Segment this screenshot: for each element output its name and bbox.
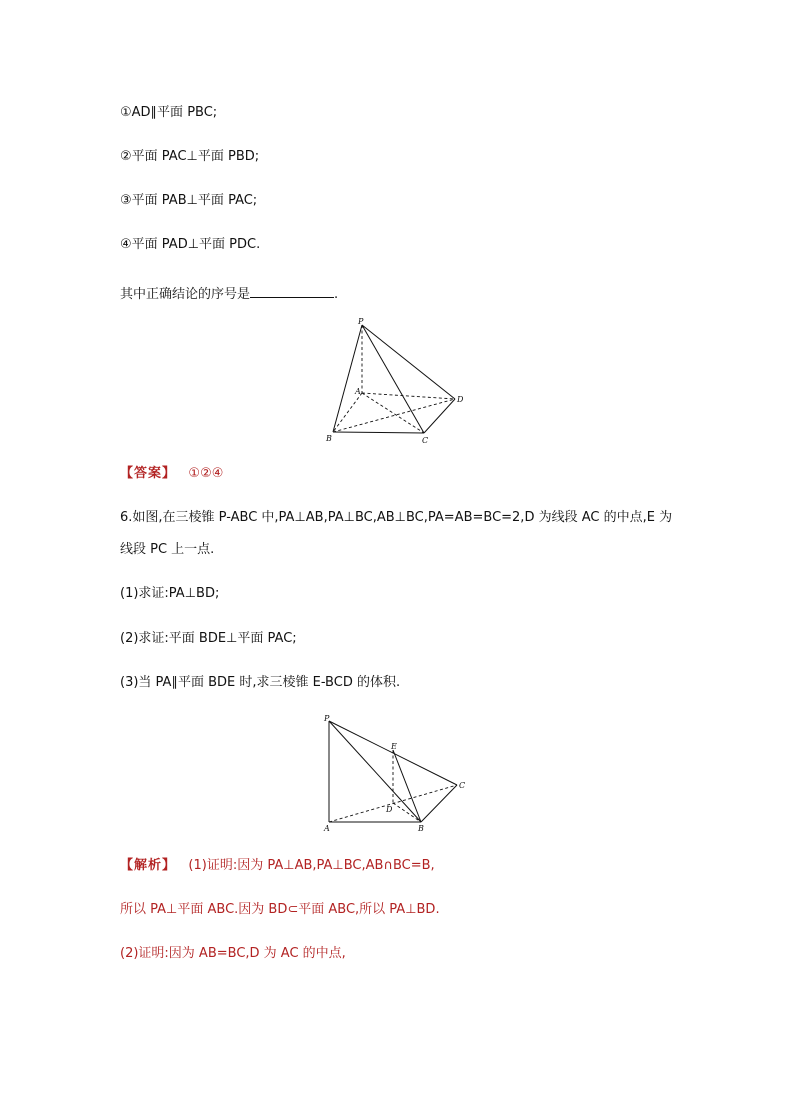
answer-blank bbox=[250, 283, 334, 298]
problem6-q1: (1)求证:PA⊥BD; bbox=[120, 586, 220, 601]
label-A: A bbox=[355, 387, 361, 396]
solution-line2: 所以 PA⊥平面 ABC.因为 BD⊂平面 ABC,所以 PA⊥BD. bbox=[120, 902, 440, 917]
label-B: B bbox=[418, 824, 424, 833]
answer-line bbox=[120, 465, 223, 483]
label-A: A bbox=[324, 824, 330, 833]
label-B: B bbox=[326, 434, 332, 443]
figure-pyramid bbox=[320, 315, 470, 447]
label-D: D bbox=[457, 395, 464, 404]
label-C: C bbox=[422, 436, 429, 445]
label-E: E bbox=[391, 742, 397, 751]
problem6-line1: 6.如图,在三棱锥 P-ABC 中,PA⊥AB,PA⊥BC,AB⊥BC,PA=AB=BC=2,D 为线段 AC 的中点,E 为 bbox=[120, 510, 673, 525]
problem6-q3: (3)当 PA∥平面 BDE 时,求三棱锥 E-BCD 的体积. bbox=[120, 675, 401, 690]
solution-tag: 【解析】 bbox=[120, 858, 177, 873]
solution-line3: (2)证明:因为 AB=BC,D 为 AC 的中点, bbox=[120, 946, 346, 961]
solution-line1 bbox=[120, 857, 435, 875]
statement-1: ①AD∥平面 PBC; bbox=[120, 105, 218, 120]
question-prompt-text: 其中正确结论的序号是 bbox=[120, 287, 251, 302]
problem6-q2: (2)求证:平面 BDE⊥平面 PAC; bbox=[120, 631, 297, 646]
label-C: C bbox=[459, 781, 466, 790]
answer-value: ①②④ bbox=[188, 466, 224, 481]
problem6-line2: 线段 PC 上一点. bbox=[120, 542, 215, 557]
question-prompt-end: . bbox=[334, 287, 339, 302]
question-prompt bbox=[120, 283, 338, 304]
figure-tetrahedron bbox=[320, 712, 470, 836]
label-D: D bbox=[386, 805, 393, 814]
solution-text-1: (1)证明:因为 PA⊥AB,PA⊥BC,AB∩BC=B, bbox=[188, 858, 435, 873]
statement-4: ④平面 PAD⊥平面 PDC. bbox=[120, 237, 261, 252]
label-P: P bbox=[324, 714, 330, 723]
statement-3: ③平面 PAB⊥平面 PAC; bbox=[120, 193, 258, 208]
statement-2: ②平面 PAC⊥平面 PBD; bbox=[120, 149, 260, 164]
answer-tag: 【答案】 bbox=[120, 466, 177, 481]
label-P: P bbox=[358, 317, 364, 326]
